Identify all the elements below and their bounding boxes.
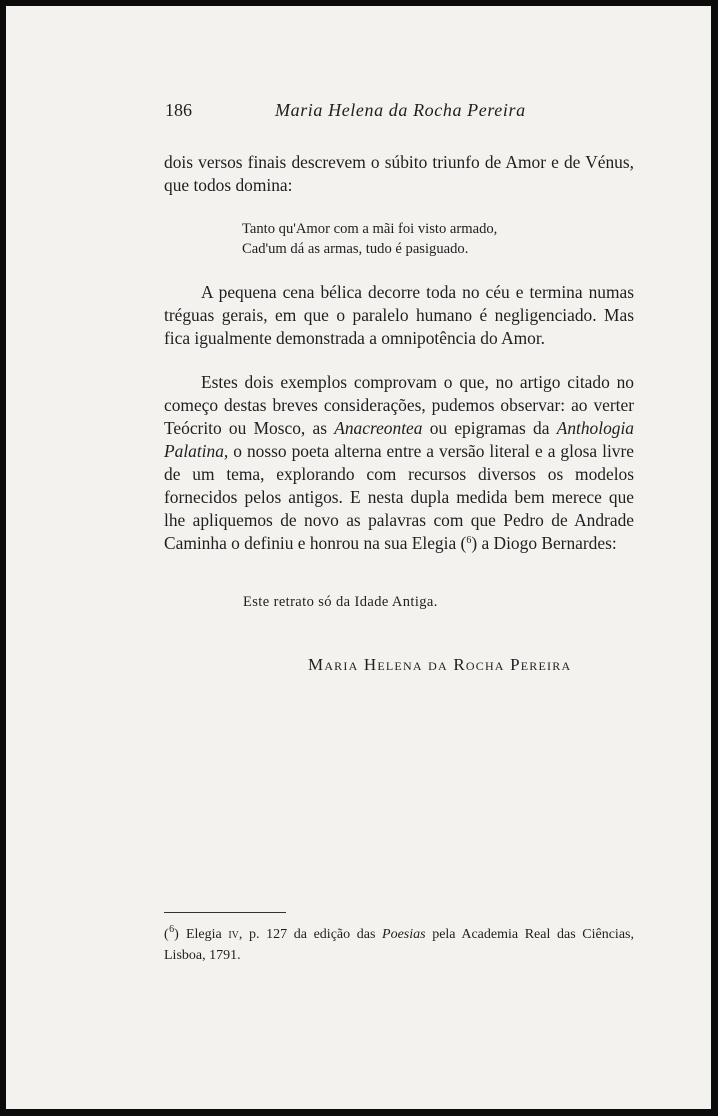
page-number: 186	[165, 100, 192, 120]
title-anthologia-palatina: Anthologia Palatina,	[164, 418, 634, 461]
footnote-close: )	[174, 927, 180, 942]
verse-line-2: Cad'um dá as armas, tudo é pasiguado.	[242, 241, 469, 257]
paragraph-intro: dois versos finais descrevem o súbito triunfo de Amor e de Vénus, que todos domina:	[164, 152, 634, 195]
text-segment: Estes dois exemplos comprovam o que, no artigo citado no começo destas breves considerações, pudemos observar: ao verter Teócrito ou Mosco, as	[164, 372, 634, 438]
text-segment: pela Academia Real das Ciências, Lisboa, 1791.	[164, 927, 634, 963]
paragraph-third	[164, 371, 634, 555]
text-segment: ) a Diogo Bernardes:	[471, 533, 617, 553]
footnote-divider	[164, 912, 286, 913]
title-anacreontea: Anacreontea	[334, 418, 423, 438]
footnote-open: (	[164, 927, 170, 942]
page-header	[165, 100, 643, 126]
footnote	[164, 924, 634, 966]
text-segment: , p. 127 da edição das	[238, 927, 383, 942]
text-segment: ou epigramas da	[422, 418, 557, 438]
title-poesias: Poesias	[382, 927, 426, 942]
footnote-marker: 6	[169, 924, 175, 935]
verse-quotation	[242, 219, 497, 259]
footnote-reference: 6	[466, 535, 472, 546]
author-signature: Maria Helena da Rocha Pereira	[308, 655, 572, 674]
verse-line-1: Tanto qu'Amor com a mãi foi visto armado,	[242, 221, 498, 237]
text-segment: o nosso poeta alterna entre a versão literal e a glosa livre de um tema, explorando com recursos diversos os modelos fornecidos pelos antigos. E nesta dupla medida bem merece que lhe apliquemos de novo as palavras com que Pedro de Andrade Caminha o definiu e honrou na sua Elegia (	[164, 441, 634, 553]
text-segment: Elegia	[179, 927, 229, 942]
quoted-verse: Este retrato só da Idade Antiga.	[243, 594, 438, 610]
book-page	[6, 6, 711, 1109]
running-title: Maria Helena da Rocha Pereira	[275, 100, 526, 120]
roman-numeral: iv	[228, 927, 239, 942]
paragraph-second: A pequena cena bélica decorre toda no céu e termina numas tréguas gerais, em que o paralelo humano é negligenciado. Mas fica igualmente demonstrada a omnipotência do Amor.	[164, 282, 634, 348]
